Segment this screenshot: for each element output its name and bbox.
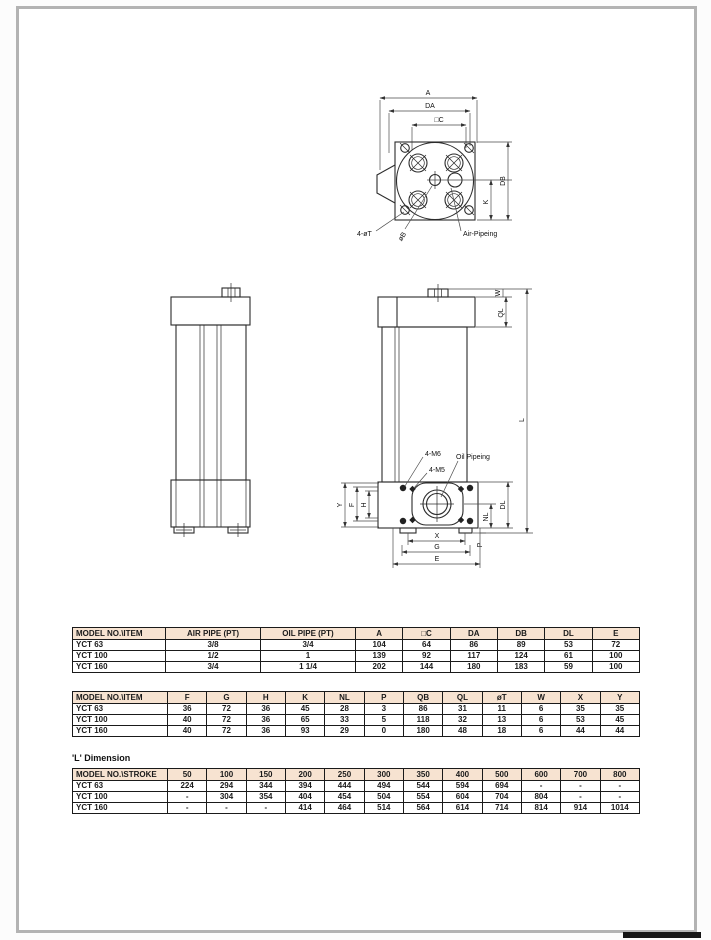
model-cell: YCT 63: [73, 704, 168, 715]
column-header: AIR PIPE (PT): [166, 628, 261, 640]
value-cell: 414: [285, 803, 324, 814]
value-cell: 104: [356, 640, 403, 651]
column-header: H: [246, 692, 285, 704]
table-row: [73, 792, 640, 803]
value-cell: 72: [207, 726, 246, 737]
column-header: 50: [168, 769, 207, 781]
value-cell: 604: [443, 792, 482, 803]
column-header: F: [168, 692, 207, 704]
value-cell: 354: [246, 792, 285, 803]
column-header: 200: [285, 769, 324, 781]
value-cell: 344: [246, 781, 285, 792]
side-view: [171, 283, 250, 537]
column-header: X: [561, 692, 600, 704]
column-header: NL: [325, 692, 364, 704]
bolt-bosses: [409, 154, 463, 209]
value-cell: 92: [403, 651, 450, 662]
value-cell: 72: [592, 640, 639, 651]
value-cell: 35: [600, 704, 639, 715]
value-cell: -: [521, 781, 560, 792]
table-row: [73, 640, 640, 651]
value-cell: 180: [450, 662, 497, 673]
dim-label-l: L: [519, 418, 526, 422]
column-header: MODEL NO.\ITEM: [73, 692, 168, 704]
value-cell: 6: [521, 704, 560, 715]
column-header: □C: [403, 628, 450, 640]
value-cell: 144: [403, 662, 450, 673]
dim-label-db: DB: [500, 176, 507, 186]
value-cell: -: [168, 803, 207, 814]
value-cell: 11: [482, 704, 521, 715]
model-cell: YCT 100: [73, 792, 168, 803]
dim-label-a: A: [425, 90, 431, 97]
callout-bore: øB: [397, 231, 409, 243]
value-cell: 100: [592, 651, 639, 662]
value-cell: 44: [561, 726, 600, 737]
column-header: 150: [246, 769, 285, 781]
table-row: [73, 781, 640, 792]
value-cell: 29: [325, 726, 364, 737]
value-cell: 3/4: [261, 640, 356, 651]
column-header: 300: [364, 769, 403, 781]
value-cell: 45: [600, 715, 639, 726]
dim-label-g: G: [434, 544, 440, 551]
callout-air: Air-Pipeing: [463, 231, 498, 238]
header-row: [73, 692, 640, 704]
value-cell: 514: [364, 803, 403, 814]
column-header: QL: [443, 692, 482, 704]
value-cell: 13: [482, 715, 521, 726]
dim-label-e: E: [434, 556, 440, 563]
value-cell: 48: [443, 726, 482, 737]
value-cell: 914: [561, 803, 600, 814]
model-cell: YCT 160: [73, 662, 166, 673]
value-cell: 139: [356, 651, 403, 662]
value-cell: 504: [364, 792, 403, 803]
column-header: E: [592, 628, 639, 640]
value-cell: -: [246, 803, 285, 814]
value-cell: 5: [364, 715, 403, 726]
value-cell: 804: [521, 792, 560, 803]
model-cell: YCT 160: [73, 726, 168, 737]
value-cell: 117: [450, 651, 497, 662]
value-cell: 404: [285, 792, 324, 803]
callout-oil: Oil Pipeing: [456, 454, 490, 461]
value-cell: 36: [246, 715, 285, 726]
column-header: MODEL NO.\STROKE: [73, 769, 168, 781]
value-cell: 202: [356, 662, 403, 673]
value-cell: 6: [521, 726, 560, 737]
column-header: P: [364, 692, 403, 704]
table-row: [73, 803, 640, 814]
model-cell: YCT 63: [73, 640, 166, 651]
value-cell: 100: [592, 662, 639, 673]
header-row: [73, 769, 640, 781]
table-row: [73, 726, 640, 737]
value-cell: 554: [403, 792, 442, 803]
column-header: DL: [545, 628, 592, 640]
value-cell: 1: [261, 651, 356, 662]
value-cell: 454: [325, 792, 364, 803]
value-cell: -: [600, 792, 639, 803]
dim-label-nl: NL: [483, 512, 490, 522]
value-cell: 3/8: [166, 640, 261, 651]
dim-label-c: □C: [434, 117, 444, 124]
value-cell: 31: [443, 704, 482, 715]
value-cell: 86: [450, 640, 497, 651]
dim-label-x: X: [434, 533, 440, 540]
column-header: K: [285, 692, 324, 704]
table-row: [73, 662, 640, 673]
value-cell: 124: [497, 651, 544, 662]
value-cell: 36: [246, 704, 285, 715]
value-cell: 180: [403, 726, 442, 737]
column-header: øT: [482, 692, 521, 704]
column-header: OIL PIPE (PT): [261, 628, 356, 640]
value-cell: 72: [207, 704, 246, 715]
table-row: [73, 651, 640, 662]
column-header: 100: [207, 769, 246, 781]
value-cell: 544: [403, 781, 442, 792]
value-cell: 59: [545, 662, 592, 673]
dim-label-w: W: [495, 289, 502, 297]
datasheet-page: [16, 6, 697, 933]
model-cell: YCT 63: [73, 781, 168, 792]
value-cell: 65: [285, 715, 324, 726]
value-cell: 53: [561, 715, 600, 726]
value-cell: 564: [403, 803, 442, 814]
value-cell: 183: [497, 662, 544, 673]
callout-m6: 4-M6: [425, 451, 441, 458]
column-header: DA: [450, 628, 497, 640]
value-cell: 1 1/4: [261, 662, 356, 673]
value-cell: 494: [364, 781, 403, 792]
column-header: 700: [561, 769, 600, 781]
value-cell: 464: [325, 803, 364, 814]
value-cell: 89: [497, 640, 544, 651]
model-cell: YCT 100: [73, 715, 168, 726]
value-cell: 294: [207, 781, 246, 792]
value-cell: 594: [443, 781, 482, 792]
column-header: QB: [403, 692, 442, 704]
table-row: [73, 715, 640, 726]
value-cell: 1/2: [166, 651, 261, 662]
value-cell: 444: [325, 781, 364, 792]
value-cell: 93: [285, 726, 324, 737]
l-dimension-title: 'L' Dimension: [72, 753, 131, 763]
value-cell: 61: [545, 651, 592, 662]
value-cell: 36: [168, 704, 207, 715]
column-header: 800: [600, 769, 639, 781]
dim-label-f: F: [349, 502, 356, 508]
value-cell: 86: [403, 704, 442, 715]
column-header: MODEL NO.\ITEM: [73, 628, 166, 640]
value-cell: 304: [207, 792, 246, 803]
value-cell: 224: [168, 781, 207, 792]
value-cell: 1014: [600, 803, 639, 814]
top-flange-view: [357, 90, 512, 243]
value-cell: 118: [403, 715, 442, 726]
value-cell: 40: [168, 726, 207, 737]
column-header: DB: [497, 628, 544, 640]
column-header: Y: [600, 692, 639, 704]
footer-page-marker: [623, 932, 701, 938]
value-cell: 694: [482, 781, 521, 792]
value-cell: -: [561, 792, 600, 803]
callout-m5: 4-M5: [429, 467, 445, 474]
column-header: W: [521, 692, 560, 704]
l-dimension-table: [72, 768, 640, 814]
value-cell: -: [207, 803, 246, 814]
value-cell: 40: [168, 715, 207, 726]
value-cell: -: [561, 781, 600, 792]
dim-label-h: H: [361, 502, 368, 508]
value-cell: 32: [443, 715, 482, 726]
value-cell: -: [168, 792, 207, 803]
value-cell: 72: [207, 715, 246, 726]
dim-label-da: DA: [425, 103, 435, 110]
value-cell: 64: [403, 640, 450, 651]
dim-label-k: K: [483, 199, 490, 205]
model-cell: YCT 100: [73, 651, 166, 662]
value-cell: 28: [325, 704, 364, 715]
value-cell: 35: [561, 704, 600, 715]
value-cell: 36: [246, 726, 285, 737]
value-cell: 33: [325, 715, 364, 726]
callout-holes: 4-øT: [357, 231, 372, 238]
column-header: 350: [403, 769, 442, 781]
dim-label-ql: QL: [498, 308, 505, 318]
value-cell: 3/4: [166, 662, 261, 673]
table-row: [73, 704, 640, 715]
column-header: 400: [443, 769, 482, 781]
value-cell: 814: [521, 803, 560, 814]
value-cell: 0: [364, 726, 403, 737]
value-cell: 44: [600, 726, 639, 737]
value-cell: 53: [545, 640, 592, 651]
dim-label-dl: DL: [500, 500, 507, 510]
column-header: G: [207, 692, 246, 704]
dim-label-y: Y: [337, 502, 344, 508]
column-header: 250: [325, 769, 364, 781]
dim-label-p: P: [477, 542, 484, 548]
value-cell: 394: [285, 781, 324, 792]
value-cell: 614: [443, 803, 482, 814]
column-header: A: [356, 628, 403, 640]
value-cell: 18: [482, 726, 521, 737]
model-cell: YCT 160: [73, 803, 168, 814]
value-cell: 3: [364, 704, 403, 715]
general-dimension-table: [72, 691, 640, 737]
front-view: [337, 284, 533, 568]
pipe-and-flange-dimension-table: [72, 627, 640, 673]
value-cell: 704: [482, 792, 521, 803]
column-header: 500: [482, 769, 521, 781]
value-cell: 714: [482, 803, 521, 814]
value-cell: -: [600, 781, 639, 792]
value-cell: 6: [521, 715, 560, 726]
value-cell: 45: [285, 704, 324, 715]
header-row: [73, 628, 640, 640]
column-header: 600: [521, 769, 560, 781]
